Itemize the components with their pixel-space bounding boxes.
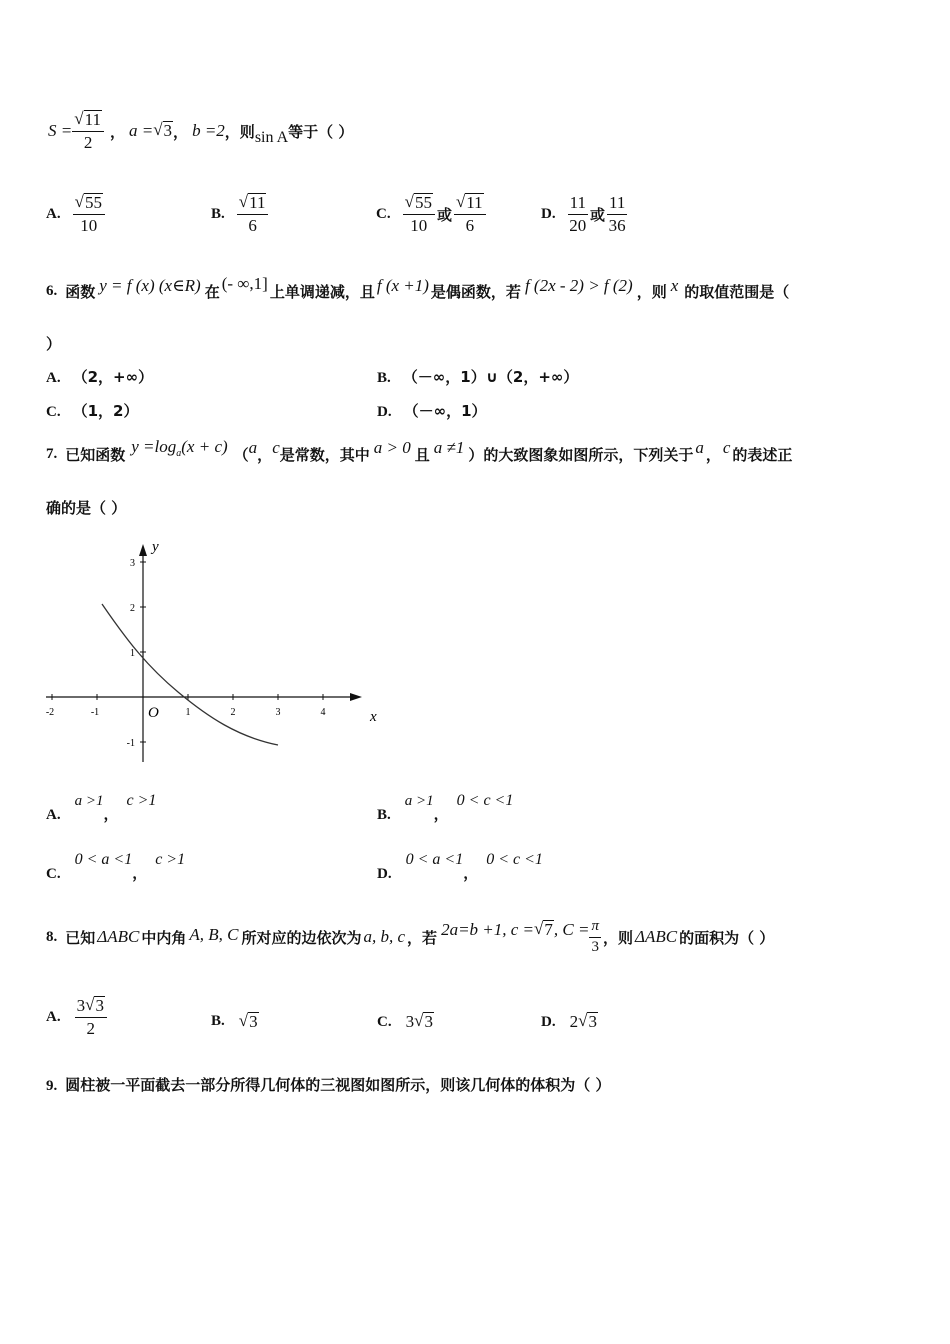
x-tick-label: 4 (320, 707, 326, 718)
x-tick-label: -1 (90, 707, 100, 718)
q7-option-d[interactable]: D. 0 < a <1 ， 0 < c <1 (377, 851, 543, 882)
q5-options (46, 186, 746, 242)
q6-option-a[interactable]: A. （2，+∞） (46, 368, 154, 386)
q8-option-a[interactable]: A. 3 √ 3 2 (46, 992, 107, 1042)
q5-sinA: sin A (254, 129, 289, 146)
q7-stem: 7. 已知函数 $y =\log_a(x + c)$ （ a ， c 是常数，其中 a > 0 且 a ≠1 ）的大致图象如图所示，下列关于 a ， c 的表述正 (46, 437, 793, 464)
q5-a-sqrt: √ 3 (153, 120, 173, 141)
q5-b-eq: b =2 (192, 121, 225, 140)
x-tick-label: 2 (230, 707, 236, 718)
y-axis-arrow (139, 544, 147, 556)
q5-s-eq: S = (48, 121, 73, 140)
y-tick-label: 1 (130, 648, 135, 659)
q5-a-eq: a = (128, 121, 154, 140)
q5-option-c[interactable]: C. √ 55 10 或 √ 11 6 (376, 186, 486, 242)
q6-option-b[interactable]: B. （－∞，1）∪（2，+∞） (377, 368, 579, 386)
x-axis-arrow (350, 693, 362, 701)
q7-stem-line2: 确的是（ ） (46, 499, 127, 517)
x-axis-label: x (370, 709, 377, 725)
q6-close-paren: ） (46, 335, 62, 353)
q6-stem: 6. 函数 y = f (x) (x∈R) 在 (- ∞,1] 上单调递减，且 f (x +1) 是偶函数，若 f (2x - 2) > f (2) ，则 x 的取值范围是（ (46, 274, 790, 301)
q6-option-c[interactable]: C. （1，2） (46, 402, 139, 420)
q5-condition-line: S = √ 11 2 ， a = √ 3 ， b =2 ，则 sin A 等于（ ） (48, 109, 354, 153)
q5-s-fraction: √ 11 2 (72, 109, 104, 152)
x-tick-label: -2 (45, 707, 55, 718)
y-tick-label: -1 (126, 738, 135, 749)
q5-option-a[interactable]: A. √ 55 10 (46, 186, 105, 242)
q7-graph (38, 532, 388, 772)
q9-stem: 9. 圆柱被一平面截去一部分所得几何体的三视图如图所示，则该几何体的体积为（ ） (46, 1076, 611, 1094)
y-tick-label: 3 (130, 558, 135, 569)
function-curve (102, 604, 278, 745)
q5-option-d[interactable]: D. $\frac{11}{20}$ 或 $\frac{11}{36}$ (541, 192, 626, 235)
x-tick-label: 1 (185, 707, 191, 718)
q8-option-b[interactable]: B. √ 3 (211, 1011, 258, 1031)
q7-option-b[interactable]: B. a >1 ， 0 < c <1 (377, 792, 514, 823)
q8-option-c[interactable]: C. 3 √ 3 (377, 1011, 433, 1032)
x-tick-label: 3 (275, 707, 281, 718)
q7-option-a[interactable]: A. a >1 ， c >1 (46, 792, 157, 823)
q7-option-c[interactable]: C. 0 < a <1 ， c >1 (46, 851, 186, 882)
y-axis-label: y (152, 539, 159, 555)
q5-option-b[interactable]: B. √ 11 6 (211, 186, 268, 242)
q8-option-d[interactable]: D. 2 √ 3 (541, 1011, 597, 1032)
q6-option-d[interactable]: D. （－∞，1） (377, 402, 487, 420)
y-tick-label: 2 (130, 603, 135, 614)
origin-label: O (148, 705, 159, 721)
q8-stem: 8. 已知 ΔABC 中内角 A, B, C 所对应的边依次为 a, b, c ，若 2a=b +1, c = √ 7 , C = $\frac{\pi}{3}$ ，则 ΔABC 的面积为（ ） (46, 918, 775, 955)
q7-function: $y =\log_a(x + c)$ (131, 437, 228, 459)
